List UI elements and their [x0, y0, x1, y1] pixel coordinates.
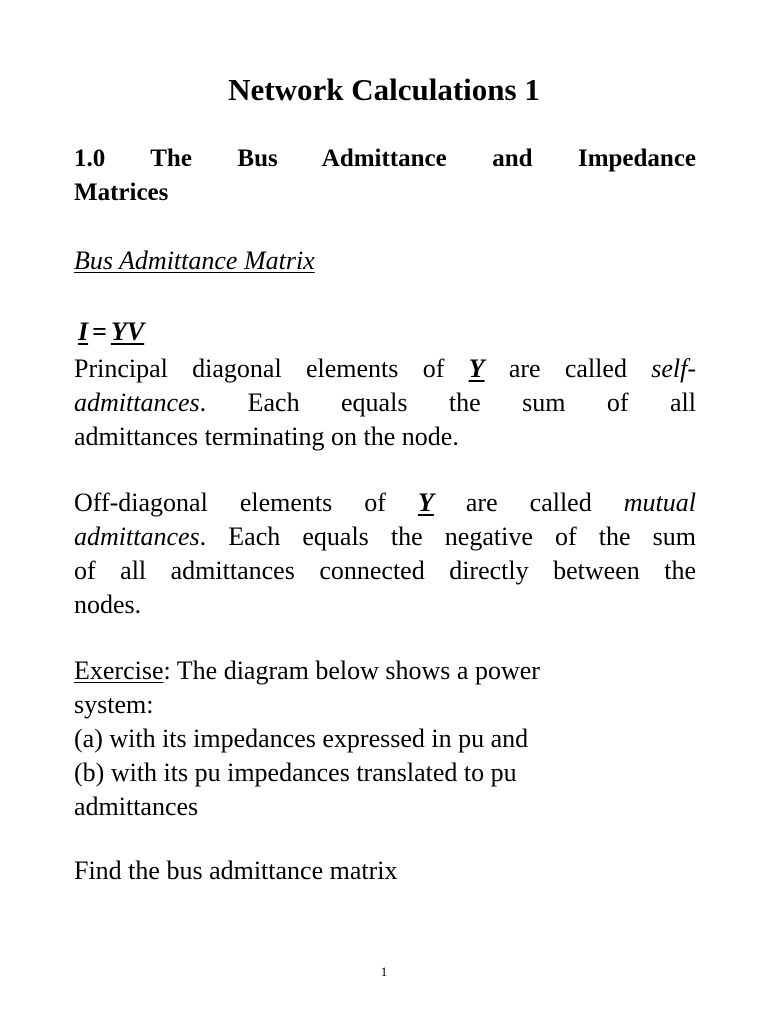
text-run: are called [465, 488, 592, 517]
paragraph-line: Find the bus admittance matrix [74, 856, 398, 885]
term-self: self- [651, 354, 697, 383]
equation-equals-sign: = [92, 317, 107, 346]
page-number: 1 [380, 964, 388, 979]
paragraph-line [74, 654, 696, 688]
equation-current-vector: I [78, 317, 89, 346]
matrix-symbol-y: Y [417, 488, 434, 517]
term-mutual: mutual [623, 488, 696, 517]
text-run: . Each equals the negative of the sum [199, 522, 696, 551]
text-run: : The diagram below shows a power [163, 656, 540, 685]
task-paragraph [74, 854, 696, 888]
section-heading-line-2: Matrices [74, 179, 169, 206]
section-word: and [492, 145, 533, 172]
section-word: Admittance [321, 145, 447, 172]
equation [78, 314, 144, 350]
paragraph-mutual-admittances [74, 486, 696, 622]
equation-admittance-matrix: Y [110, 317, 127, 346]
paragraph-line: (a) with its impedances expressed in pu and [74, 724, 529, 753]
section-word: Bus [237, 145, 278, 172]
paragraph-line: of all admittances connected directly between the [74, 556, 696, 585]
paragraph-line [74, 352, 696, 386]
term-admittances: admittances [74, 388, 200, 417]
paragraph-line [74, 520, 696, 554]
paragraph-line [74, 386, 696, 420]
paragraph-self-admittances [74, 352, 696, 454]
page-title: Network Calculations 1 [228, 72, 540, 107]
text-run: . Each equals the sum of all [199, 388, 696, 417]
paragraph-line: system: [74, 690, 154, 719]
paragraph-line: admittances [74, 792, 199, 821]
section-heading [74, 142, 696, 210]
text-run: Off-diagonal elements of [74, 488, 386, 517]
exercise-paragraph [74, 654, 696, 824]
text-run: are called [508, 354, 627, 383]
equation-voltage-vector: V [126, 317, 145, 346]
paragraph-line: nodes. [74, 590, 142, 619]
paragraph-line [74, 486, 696, 520]
section-number: 1.0 [74, 145, 106, 172]
section-word: The [150, 145, 192, 172]
term-admittances: admittances [74, 522, 200, 551]
subheading-bus-admittance-matrix: Bus Admittance Matrix [74, 246, 315, 275]
section-heading-line-1 [74, 142, 696, 176]
paragraph-line: (b) with its pu impedances translated to pu [74, 758, 517, 787]
exercise-label: Exercise [74, 656, 164, 685]
matrix-symbol-y: Y [468, 354, 485, 383]
paragraph-line: admittances terminating on the node. [74, 422, 459, 451]
text-run: Principal diagonal elements of [74, 354, 445, 383]
section-word: Impedance [577, 145, 697, 172]
